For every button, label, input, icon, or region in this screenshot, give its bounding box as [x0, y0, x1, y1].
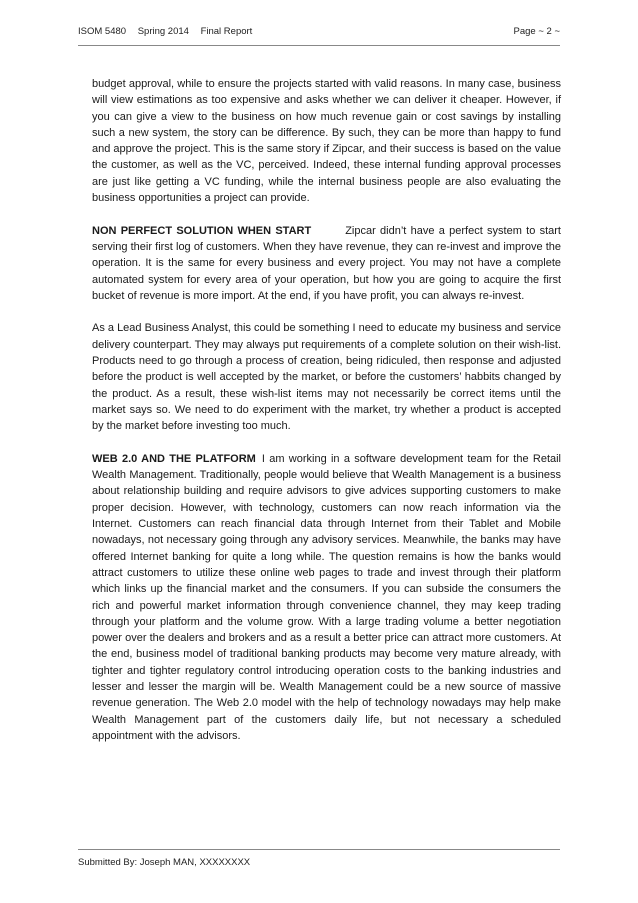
- section-heading: NON PERFECT SOLUTION WHEN START: [92, 224, 312, 237]
- paragraph-text: Zipcar didn’t have a perfect system to start serving their first log of customers. When they have revenue, they can re-invest and improve the operation. It is the same for every business and every project. You may not have a complete automated system for every area of your operation, but how you are going to acquire the first bucket of revenue is more import. At the end, if you have profit, you can always re-invest.: [92, 224, 561, 302]
- page-header: [78, 26, 560, 42]
- paragraph-business-analyst: [92, 320, 561, 434]
- header-divider: [78, 45, 560, 46]
- term: Spring 2014: [137, 26, 189, 37]
- paragraph-text: As a Lead Business Analyst, this could be something I need to educate my business and service delivery counterpart. They may always put requirements of a complete solution on their wish-list. Products need to go through a process of creation, being ridiculed, then response and adjusted before the product is well accepted by the market, or before the customers’ habbits changed by the product. As a result, these wish-list items may not necessarily be correct items until the market says so. We need to do experiment with the market, try whether a product is accepted by the market before investing too much.: [92, 322, 561, 433]
- paragraph-text: I am working in a software development team for the Retail Wealth Management. Traditionally, people would believe that Wealth Management is a business about relationship building and require advisors to give advices supporting customers to make proper decision. However, with technology, customers can now reach information via the Internet. Customers can reach financial data through Internet from their Tablet and Mobile nowadays, not necessary going through any advisory services. Meanwhile, the banks may have offered Internet banking for quite a long while. The question remains is how the banks would attract customers to utilize these online web pages to trade and invest through their platform which links up the financial market and the consumers. If you can subside the consumers the rich and powerful market information through convenience channel, they may keep trading through your platform and the volume grow. With a large trading volume a better negotiation power over the dealers and brokers and as a result a better price can attract more customers. At the end, business model of traditional banking products may become very mature already, with tighter and tighter regulatory control introducing operation costs to the banking industries and lesser and lesser the margin will be. Wealth Management could be a new source of massive revenue generation. The Web 2.0 model with the help of technology nowadays may help make Wealth Management part of the customers daily life, but not necessary a scheduled appointment with the advisors.: [92, 452, 562, 742]
- report-body: [92, 76, 561, 760]
- page-footer: Submitted By: Joseph MAN, XXXXXXXX: [78, 857, 251, 868]
- paragraph-text: budget approval, while to ensure the projects started with valid reasons. In many case, business will view estimations as too expensive and asks whether we can deliver it cheaper. However, if you can give a view to the business on how much revenue gain or cost savings by installing such a new system, the story can be difference. By such, they can be more than happy to fund and approve the project. This is the same story if Zipcar, and their success is based on the value the customer, as well as the VC, perceived. Indeed, these internal funding approval processes are just like getting a VC funding, while the internal business people are also evaluating the business opportunities a project can provide.: [92, 78, 561, 205]
- document-type: Final Report: [200, 26, 253, 37]
- paragraph-funding-approval: [92, 76, 561, 206]
- course-code: ISOM 5480: [78, 26, 127, 37]
- header-left: [78, 26, 261, 42]
- section-heading: WEB 2.0 AND THE PLATFORM: [92, 452, 256, 465]
- paragraph-web-platform: [92, 451, 561, 744]
- footer-divider: [78, 849, 560, 850]
- paragraph-non-perfect-solution: [92, 223, 561, 304]
- page-number: Page ~ 2 ~: [513, 26, 560, 37]
